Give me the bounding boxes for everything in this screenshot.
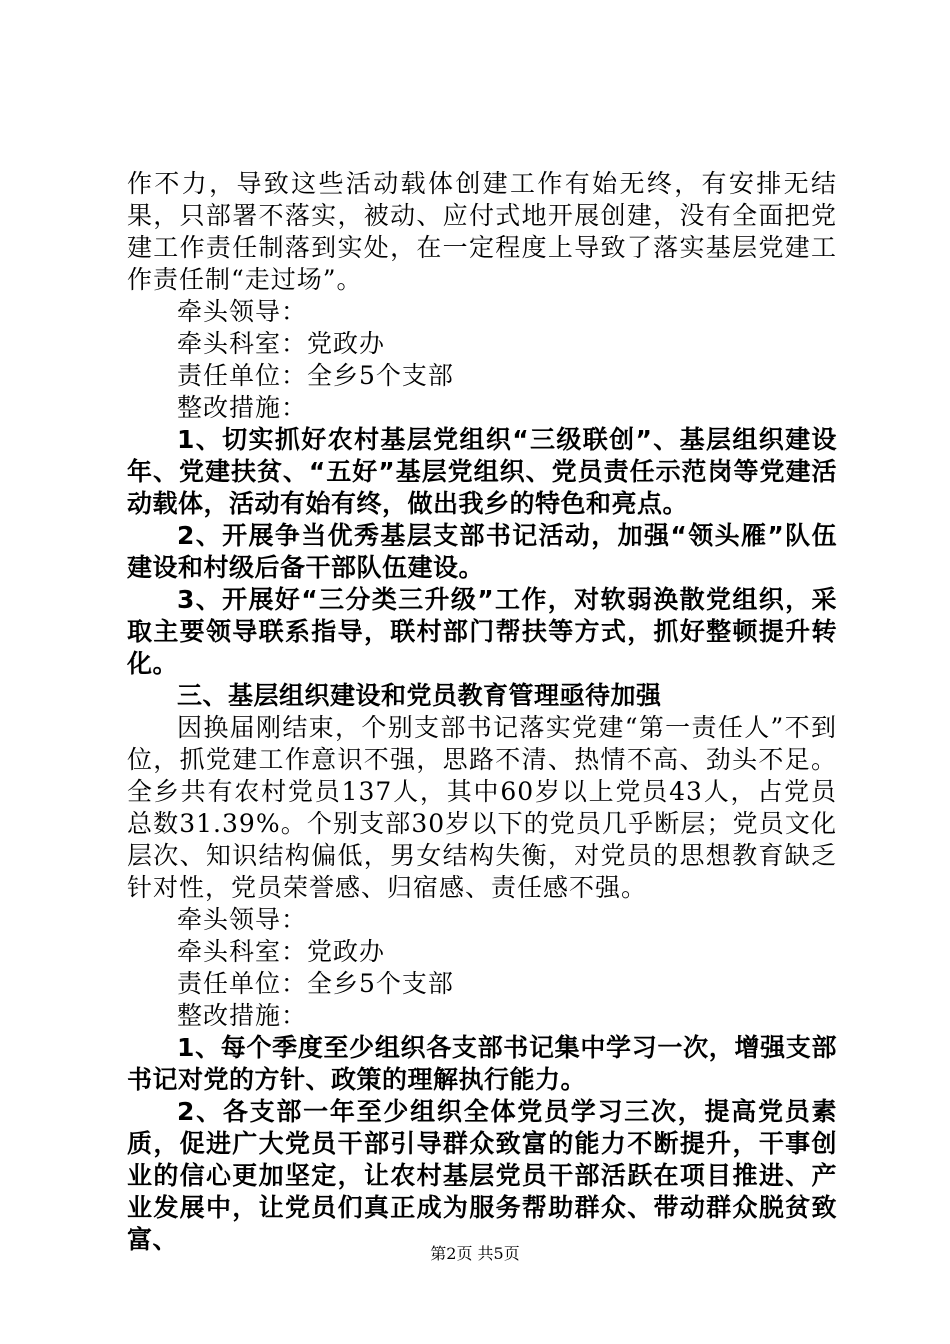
responsible-unit-label-2: 责任单位：全乡5个支部 xyxy=(177,969,454,998)
page-footer: 第2页 共5页 xyxy=(430,1244,520,1263)
paragraph-situation: 因换届刚结束，个别支部书记落实党建“第一责任人”不到位，抓党建工作意识不强，思路不清、热情不高、劲头不足。全乡共有农村党员137人，其中60岁以上党员43人，占党员总数31.39%。个别支部30岁以下的党员几乎断层；党员文化层次、知识结构偏低，男女结构失衡，对党员的思想教育缺乏针对性，党员荣誉感、归宿感、责任感不强。 xyxy=(127,713,837,902)
measure-item-3: 3、开展好“三分类三升级”工作，对软弱涣散党组织，采取主要领导联系指导，联村部门帮扶等方式，抓好整顿提升转化。 xyxy=(127,585,837,678)
lead-office-label: 牵头科室：党政办 xyxy=(177,329,386,358)
document-body xyxy=(127,168,837,1256)
rectification-measures-label: 整改措施： xyxy=(177,393,308,422)
lead-office-label-2: 牵头科室：党政办 xyxy=(177,937,386,966)
measure-item-1: 1、切实抓好农村基层党组织“三级联创”、基层组织建设年、党建扶贫、“五好”基层党组织、党员责任示范岗等党建活动载体，活动有始有终，做出我乡的特色和亮点。 xyxy=(127,425,837,518)
rectification-measures-label-2: 整改措施： xyxy=(177,1001,308,1030)
paragraph-intro: 作不力，导致这些活动载体创建工作有始无终，有安排无结果，只部署不落实，被动、应付式地开展创建，没有全面把党建工作责任制落到实处，在一定程度上导致了落实基层党建工作责任制“走过场”。 xyxy=(127,169,837,294)
measure-item-2-2: 2、各支部一年至少组织全体党员学习三次，提高党员素质，促进广大党员干部引导群众致富的能力不断提升，干事创业的信心更加坚定，让农村基层党员干部活跃在项目推进、产业发展中，让党员们真正成为服务帮助群众、带动群众脱贫致富、 xyxy=(127,1097,837,1254)
measure-item-2-1: 1、每个季度至少组织各支部书记集中学习一次，增强支部书记对党的方针、政策的理解执行能力。 xyxy=(127,1033,837,1094)
measure-item-2: 2、开展争当优秀基层支部书记活动，加强“领头雁”队伍建设和村级后备干部队伍建设。 xyxy=(127,521,837,582)
section-heading-3: 三、基层组织建设和党员教育管理亟待加强 xyxy=(177,681,662,710)
lead-leader-label-2: 牵头领导： xyxy=(177,905,308,934)
lead-leader-label: 牵头领导： xyxy=(177,297,308,326)
responsible-unit-label: 责任单位：全乡5个支部 xyxy=(177,361,454,390)
